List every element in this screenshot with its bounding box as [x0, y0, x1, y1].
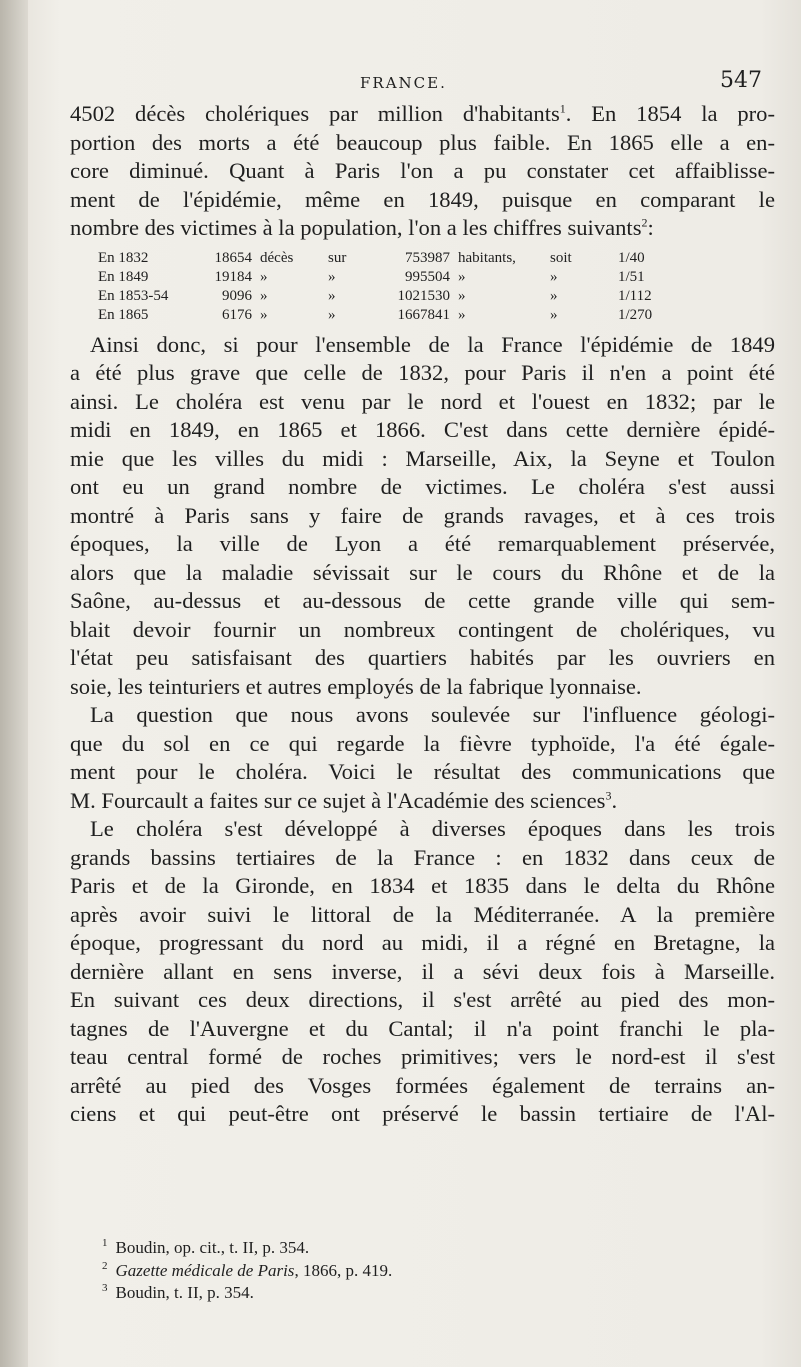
footnote [102, 1237, 762, 1260]
footnote [102, 1282, 762, 1305]
table-row: En 1832 18654 décès sur 753987 habitants, soit 1/40 [98, 249, 645, 266]
text-line: nombre des victimes à la population, l'on a les chiffres suivants$^2$: [70, 215, 654, 240]
text-line: Le choléra s'est développé à diverses époques dans les trois [90, 816, 775, 841]
table-row: En 1849 19184 » » 995504 » » 1/51 [98, 268, 645, 285]
footnote-text: , 1866, p. 419. [294, 1260, 393, 1280]
footnote-text: Boudin, op. cit., t. II, p. 354. [115, 1238, 310, 1257]
text-line: ment de l'épidémie, même en 1849, puisque en comparant le [70, 186, 775, 212]
paragraph-4 [70, 815, 775, 1129]
footnote-ref: 1 [559, 101, 566, 116]
text-line: arrêté au pied des Vosges formées également de terrains an- [70, 1072, 775, 1098]
text-line: tagnes de l'Auvergne et du Cantal; il n'a point franchi le pla- [70, 1015, 775, 1041]
body-text [70, 100, 775, 1129]
text-line: core diminué. Quant à Paris l'on a pu constater cet affaiblisse- [70, 158, 775, 183]
text-line: M. Fourcault a faites sur ce sujet à l'Académie des sciences$^3$. [70, 787, 618, 813]
page-number: 547 [720, 68, 762, 93]
text-line: Paris et de la Gironde, en 1834 et 1835 dans le delta du Rhône [70, 873, 775, 898]
text-line: En suivant ces deux directions, il s'est arrêté au pied des mon- [70, 987, 775, 1012]
text-line: l'état peu satisfaisant des quartiers habités par les ouvriers en [70, 645, 775, 670]
text-line: Ainsi donc, si pour l'ensemble de la France l'épidémie de 1849 [90, 331, 775, 357]
paragraph-2 [70, 331, 775, 702]
text-line: portion des morts a été beaucoup plus faible. En 1865 elle a en- [70, 129, 775, 155]
text-line: blait devoir fournir un nombreux contingent de cholériques, vu [70, 616, 775, 642]
running-title: FRANCE. [360, 74, 447, 92]
text-line: après avoir suivi le littoral de la Méditerranée. A la première [70, 901, 775, 927]
text-line: que du sol en ce qui regarde la fièvre typhoïde, l'a été égale- [70, 730, 775, 756]
text-line: alors que la maladie sévissait sur le cours du Rhône et de la [70, 559, 775, 585]
text-line: 4502 décès cholériques par million d'habitants$^1$. En 1854 la pro- [70, 101, 775, 126]
text-line: soie, les teinturiers et autres employés de la fabrique lyonnaise. [70, 673, 642, 699]
text-line: ont eu un grand nombre de victimes. Le choléra s'est aussi [70, 474, 775, 499]
text-line: montré à Paris sans y faire de grands ravages, et à ces trois [70, 502, 775, 528]
text-line: midi en 1849, en 1865 et 1866. C'est dans cette dernière épidé- [70, 417, 775, 442]
text-line: grands bassins tertiaires de la France : en 1832 dans ceux de [70, 844, 775, 870]
footnote-text: Boudin, t. II, p. 354. [115, 1283, 254, 1302]
footnote-mark: 2 [102, 1259, 108, 1272]
text-line: ciens et qui peut-être ont préservé le bassin tertiaire de l'Al- [70, 1101, 775, 1126]
table-row: En 1865 6176 » » 1667841 » » 1/270 [98, 306, 653, 323]
footnote-mark: 1 [102, 1237, 108, 1250]
table-row: En 1853-54 9096 » » 1021530 » » 1/112 [98, 287, 652, 304]
text-line: époques, la ville de Lyon a été remarquablement préservée, [70, 531, 775, 556]
footnote-journal-title: Gazette médicale de Paris [115, 1260, 295, 1280]
footnote-ref: 3 [605, 787, 612, 802]
text-line: dernière allant en sens inverse, il a sévi deux fois à Marseille. [70, 958, 775, 984]
text-line: La question que nous avons soulevée sur l'influence géologi- [90, 702, 775, 727]
text-line: époque, progressant du nord au midi, il a régné en Bretagne, la [70, 930, 775, 955]
paragraph-1 [70, 100, 775, 243]
paragraph-3 [70, 701, 775, 815]
text-line: a été plus grave que celle de 1832, pour Paris il n'en a point été [70, 360, 775, 385]
text-line: ment pour le choléra. Voici le résultat des communications que [70, 759, 775, 784]
text-line: teau central formé de roches primitives; vers le nord-est il s'est [70, 1044, 775, 1069]
page-binding-edge [0, 0, 28, 1367]
text-line: Saône, au-dessus et au-dessous de cette grande ville qui sem- [70, 588, 775, 613]
footnote-mark: 3 [102, 1282, 108, 1295]
footnote [102, 1260, 762, 1283]
text-line: ainsi. Le choléra est venu par le nord et l'ouest en 1832; par le [70, 388, 775, 414]
page-header [0, 66, 801, 96]
footnotes [102, 1237, 762, 1305]
footnote-ref: 2 [641, 215, 648, 230]
mortality-table [98, 249, 775, 325]
text-line: mie que les villes du midi : Marseille, Aix, la Seyne et Toulon [70, 445, 775, 471]
